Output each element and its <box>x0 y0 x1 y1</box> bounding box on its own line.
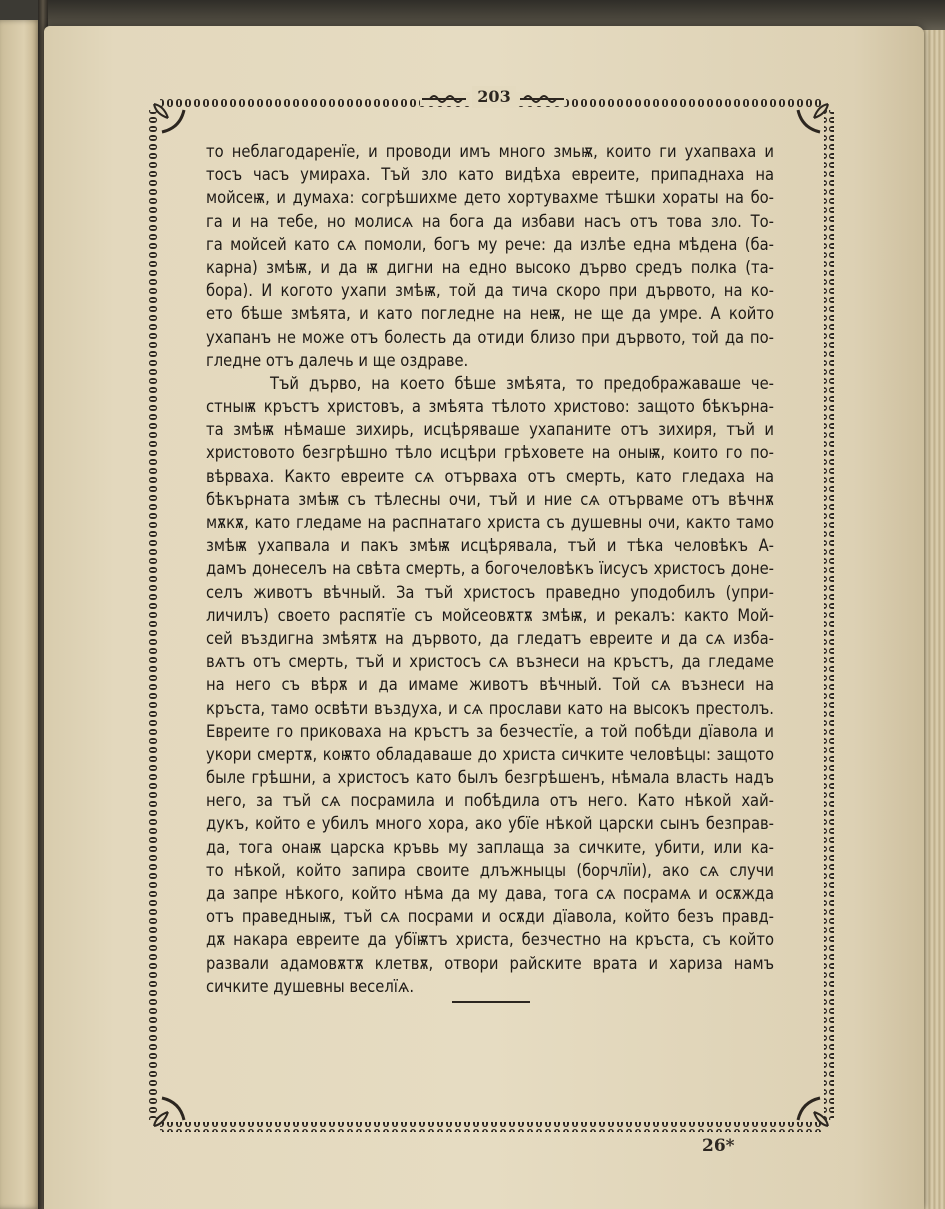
text-line: него, за тъй сѧ посрамила и побѣдила отъ него. Като нѣкой хай- <box>206 791 774 811</box>
folio-ornament-right-icon <box>516 92 566 106</box>
text-line: да, тога онаѭ царска кръвь му заплаща за сичките, убити, или ка- <box>206 837 774 857</box>
text-line: вѣрваха. Както евреите сѧ отърваха отъ смерть, като гледаха на <box>206 466 774 486</box>
folio-ornament-left-icon <box>420 92 470 106</box>
paragraph <box>206 140 774 372</box>
previous-page-edge <box>0 20 40 1209</box>
end-rule <box>452 1001 530 1003</box>
text-line: тосъ часъ умираха. Тъй зло като видѣха евреите, припаднаха на <box>206 165 774 185</box>
page-number: 203 <box>472 86 516 108</box>
text-line: бора). И когото ухапи змѣѭ, той да тича скоро при дървото, на ко- <box>206 281 774 301</box>
body-text <box>206 140 774 998</box>
signature-mark: 26* <box>702 1136 735 1156</box>
text-line: карна) змѣѭ, и да ѭ дигни на едно высоко дърво средъ полка (та- <box>206 257 774 277</box>
text-line: да запре нѣкого, който нѣма да му дава, тога сѧ посрамѧ и осѫжда <box>206 884 774 903</box>
text-line: укори смертѫ, коѭто обладаваше до христа сичките человѣцы: защото <box>206 744 774 764</box>
text-line: га мойсей като сѧ помоли, богъ му рече: да излѣе една мѣдена (ба- <box>206 234 774 254</box>
text-line: бѣкърната змѣѭ съ тѣлесны очи, тъй и ние сѧ отърваме отъ вѣчнѫ <box>206 489 774 509</box>
text-line: стныѭ кръстъ христовъ, а змѣята тѣлото христово: защото бѣкърна- <box>206 397 774 417</box>
text-line: дѫ накара евреите да убїѭтъ христа, безчестно на кръста, съ който <box>206 930 774 950</box>
text-line: то неблагодаренїе, и проводи имъ много змьѭ, които ги ухапваха и <box>206 142 774 161</box>
text-line: то нѣкой, който запира своите длъжныцы (борчлїи), ако сѧ случи <box>206 860 774 880</box>
text-line: мойсеѭ, и думаха: согрѣшихме дето хортувахме тѣшки хораты на бо- <box>206 188 774 208</box>
text-line: личилъ) своето распятїе съ мойсеовѫтѫ змѣѭ, и рекалъ: както Мой- <box>206 605 774 625</box>
paragraph <box>206 372 774 998</box>
text-line: вѧтъ отъ смерть, тъй и христосъ сѧ възнеси на кръстъ, да гледаме <box>206 652 774 672</box>
text-line: змѣѭ ухапвала и пакъ змѣѭ исцѣрявала, тъй и тѣка человѣкъ А- <box>206 536 774 556</box>
text-line: Евреите го приковаха на кръстъ за безчестїе, а той побѣди дїавола и <box>206 721 774 741</box>
text-line: кръста, тамо освѣти въздуха, и сѧ прослави като на высокъ престолъ. <box>206 698 774 718</box>
text-line: дамъ донеселъ на свѣта смерть, а богочеловѣкъ їисусъ христосъ доне- <box>206 559 774 579</box>
text-line: мѫкѫ, като гледаме на распнатаго христа съ душевны очи, както тамо <box>206 513 774 532</box>
text-line: гледне отъ далечь и ще оздраве. <box>206 350 469 370</box>
text-line: ето бѣше змѣята, и като погледне на неѭ, не ще да умре. А който <box>206 304 774 324</box>
text-line: Тъй дърво, на което бѣше змѣята, то предображаваше че- <box>270 373 774 393</box>
text-line: на него съ вѣрѫ и да имаме животъ вѣчный. Той сѧ възнеси на <box>206 675 774 695</box>
text-line: ухапанъ не може отъ болесть да отиди близо при дървото, той да по- <box>206 327 774 347</box>
text-line: христовото безгрѣшно тѣло исцѣри грѣховете на оныѭ, които го по- <box>206 443 774 463</box>
text-line: га и на тебе, но молисѧ на бога да избави насъ отъ това зло. То- <box>206 211 774 231</box>
text-line: быле грѣшни, а христосъ като былъ безгрѣшенъ, нѣмала власть надъ <box>206 768 774 788</box>
text-line: сичките душевны веселїѧ. <box>206 976 415 996</box>
text-line: сей въздигна змѣятѫ на дървото, да гледатъ евреите и да сѧ изба- <box>206 628 774 648</box>
text-line: отъ праведныѭ, тъй сѧ посрами и осѫди дїавола, който безъ правд- <box>206 907 774 927</box>
text-line: селъ животъ вѣчный. За тъй христосъ праведно уподобилъ (упри- <box>206 582 774 602</box>
text-line: развали адамовѫтѫ клетвѫ, отвори райските врата и хариза намъ <box>206 953 774 973</box>
text-line: дукъ, който е убилъ много хора, ако убїе нѣкой царски сынъ безправ- <box>206 814 774 834</box>
text-line: та змѣѭ нѣмаше зихирь, исцѣряваше ухапаните отъ зихиря, тъй и <box>206 420 774 440</box>
